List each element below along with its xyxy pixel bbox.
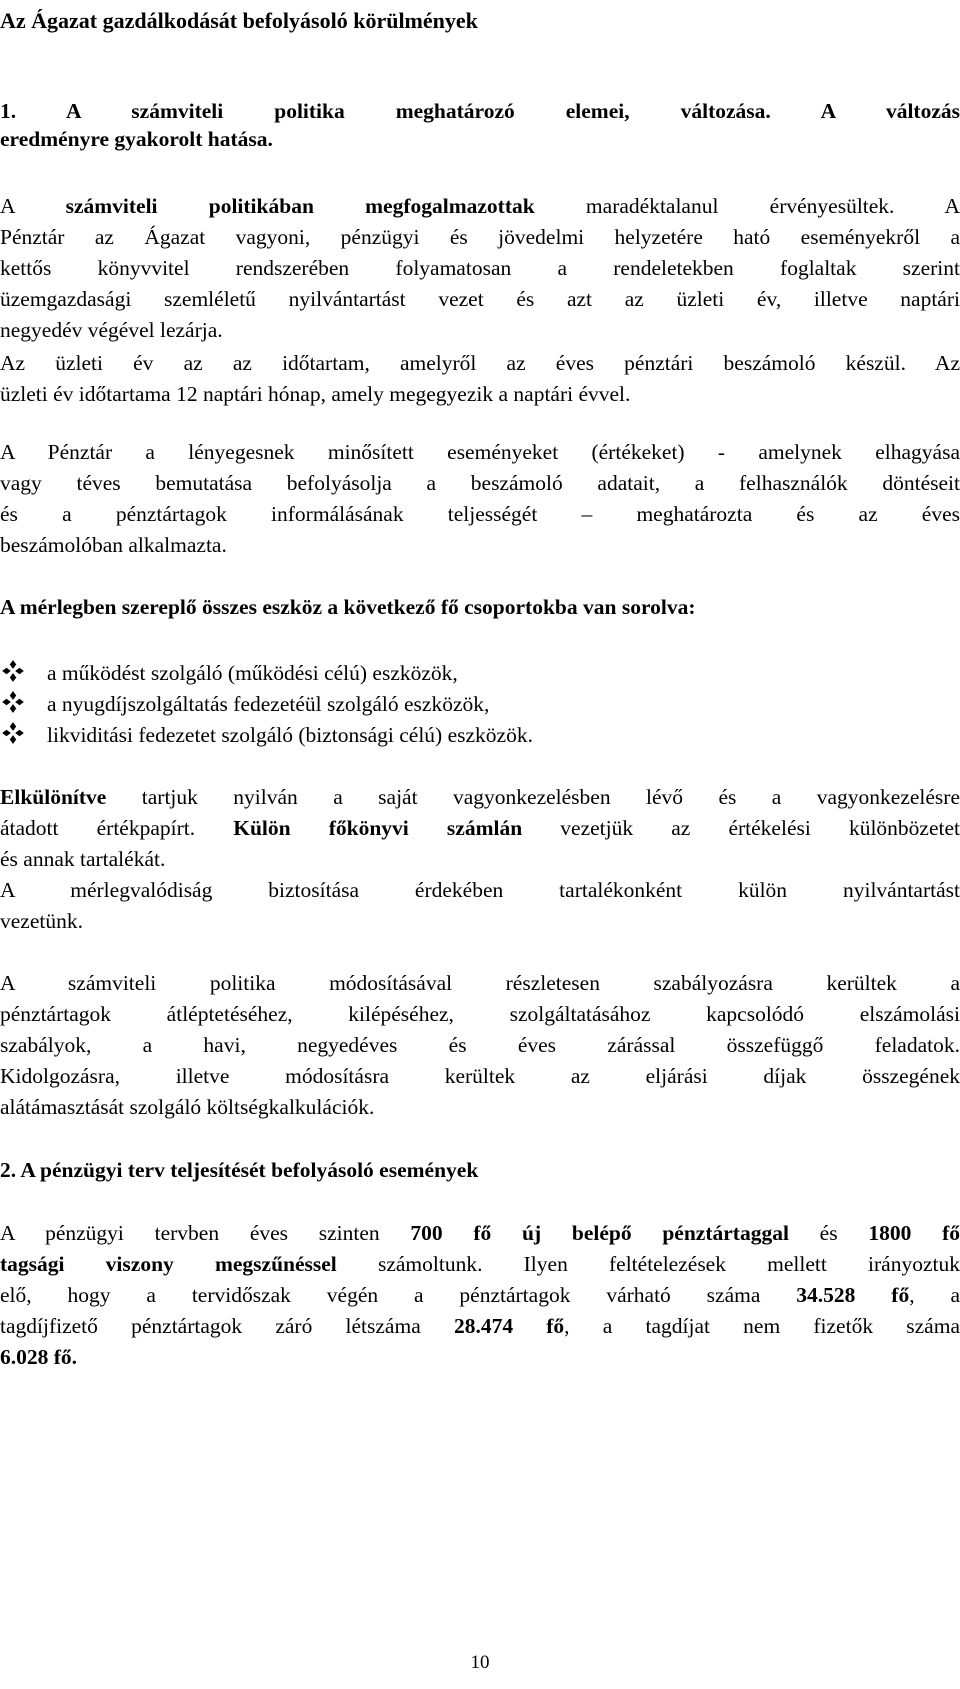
paragraph-6-line-5: alátámasztását szolgáló költségkalkulációk. [0,1095,375,1119]
paragraph-7-line-4 [0,1313,960,1339]
text-span: elő, hogy a tervidőszak végén a pénztártagok várható száma [0,1283,797,1307]
bold-span: 1800 fő [868,1221,960,1245]
list-item: a működést szolgáló (működési célú) eszközök, [47,661,458,685]
paragraph-1-line-4: üzemgazdasági szemléletű nyilvántartást vezet és azt az üzleti év, illetve naptári [0,287,960,311]
paragraph-3-line-2: vagy téves bemutatása befolyásolja a beszámoló adatait, a felhasználók döntéseit [0,471,960,495]
section-1-heading-line-2: eredményre gyakorolt hatása. [0,127,273,151]
text-span: tagdíjfizető pénztártagok záró létszáma [0,1314,454,1338]
paragraph-1-line-2: Pénztár az Ágazat vagyoni, pénzügyi és jövedelmi helyzetére ható eseményekről a [0,225,960,249]
bold-span: 28.474 fő [453,1314,565,1338]
paragraph-5-line-1: A mérlegvalódiság biztosítása érdekében tartalékonként külön nyilvántartást [0,878,960,902]
text-span: , a tagdíjat nem fizetők száma [564,1314,960,1338]
paragraph-4-line-3: és annak tartalékát. [0,847,166,871]
paragraph-1-line-3: kettős könyvvitel rendszerében folyamatosan a rendeletekben foglaltak szerint [0,256,960,280]
paragraph-7-line-3 [0,1282,960,1308]
text-span: vezetjük az értékelési különbözetet [522,816,960,840]
paragraph-7-line-1 [0,1220,960,1246]
text-span: számoltunk. Ilyen feltételezések mellett irányoztuk [336,1252,960,1276]
paragraph-3-line-3: és a pénztártagok informálásának teljességét – meghatározta és az éves [0,502,960,526]
assets-subheading: A mérlegben szereplő összes eszköz a következő fő csoportokba van sorolva: [0,595,696,619]
text-span: maradéktalanul érvényesültek. A [534,194,960,218]
bold-span: Elkülönítve [0,785,107,809]
text-span: A [0,194,66,218]
paragraph-5-line-2: vezetünk. [0,909,83,933]
paragraph-4-line-2 [0,815,960,841]
text-span: A pénzügyi tervben éves szinten [0,1221,411,1245]
paragraph-6-line-1: A számviteli politika módosításával részletesen szabályozásra kerültek a [0,971,960,995]
paragraph-7-line-5: 6.028 fő. [0,1345,78,1369]
bold-span: tagsági viszony megszűnéssel [0,1252,337,1276]
paragraph-3-line-4: beszámolóban alkalmazta. [0,533,227,557]
paragraph-4-line-1 [0,784,960,810]
diamond-check-icon [0,720,30,750]
diamond-check-icon [0,658,30,688]
paragraph-1-line-1 [0,193,960,219]
text-span: és [788,1221,869,1245]
bold-span: számviteli politikában megfogalmazottak [65,194,535,218]
paragraph-6-line-4: Kidolgozásra, illetve módosításra kerültek az eljárási díjak összegének [0,1064,960,1088]
list-item: likviditási fedezetet szolgáló (biztonsági célú) eszközök. [47,723,533,747]
paragraph-2-line-2: üzleti év időtartama 12 naptári hónap, amely megegyezik a naptári évvel. [0,382,631,406]
section-2-heading: 2. A pénzügyi terv teljesítését befolyásoló események [0,1158,479,1182]
bold-span: Külön főkönyvi számlán [233,816,523,840]
paragraph-2-line-1: Az üzleti év az az időtartam, amelyről az éves pénztári beszámoló készül. Az [0,351,960,375]
bold-span: 700 fő új belépő pénztártaggal [410,1221,789,1245]
paragraph-6-line-3: szabályok, a havi, negyedéves és éves zárással összefüggő feladatok. [0,1033,960,1057]
section-1-heading-line-1: 1. A számviteli politika meghatározó elemei, változása. A változás [0,99,960,123]
paragraph-1-line-5: negyedév végével lezárja. [0,318,223,342]
paragraph-7-line-2 [0,1251,960,1277]
text-span: , a [909,1283,960,1307]
paragraph-6-line-2: pénztártagok átléptetéséhez, kilépéséhez, szolgáltatásához kapcsolódó elszámolási [0,1002,960,1026]
diamond-check-icon [0,689,30,719]
bold-span: 34.528 fő [796,1283,910,1307]
paragraph-3-line-1: A Pénztár a lényegesnek minősített eseményeket (értékeket) - amelynek elhagyása [0,440,960,464]
list-item: a nyugdíjszolgáltatás fedezetéül szolgáló eszközök, [47,692,490,716]
page-title: Az Ágazat gazdálkodását befolyásoló körülmények [0,8,478,33]
text-span: tartjuk nyilván a saját vagyonkezelésben lévő és a vagyonkezelésre [106,785,960,809]
text-span: átadott értékpapírt. [0,816,234,840]
page-number: 10 [470,1652,490,1673]
